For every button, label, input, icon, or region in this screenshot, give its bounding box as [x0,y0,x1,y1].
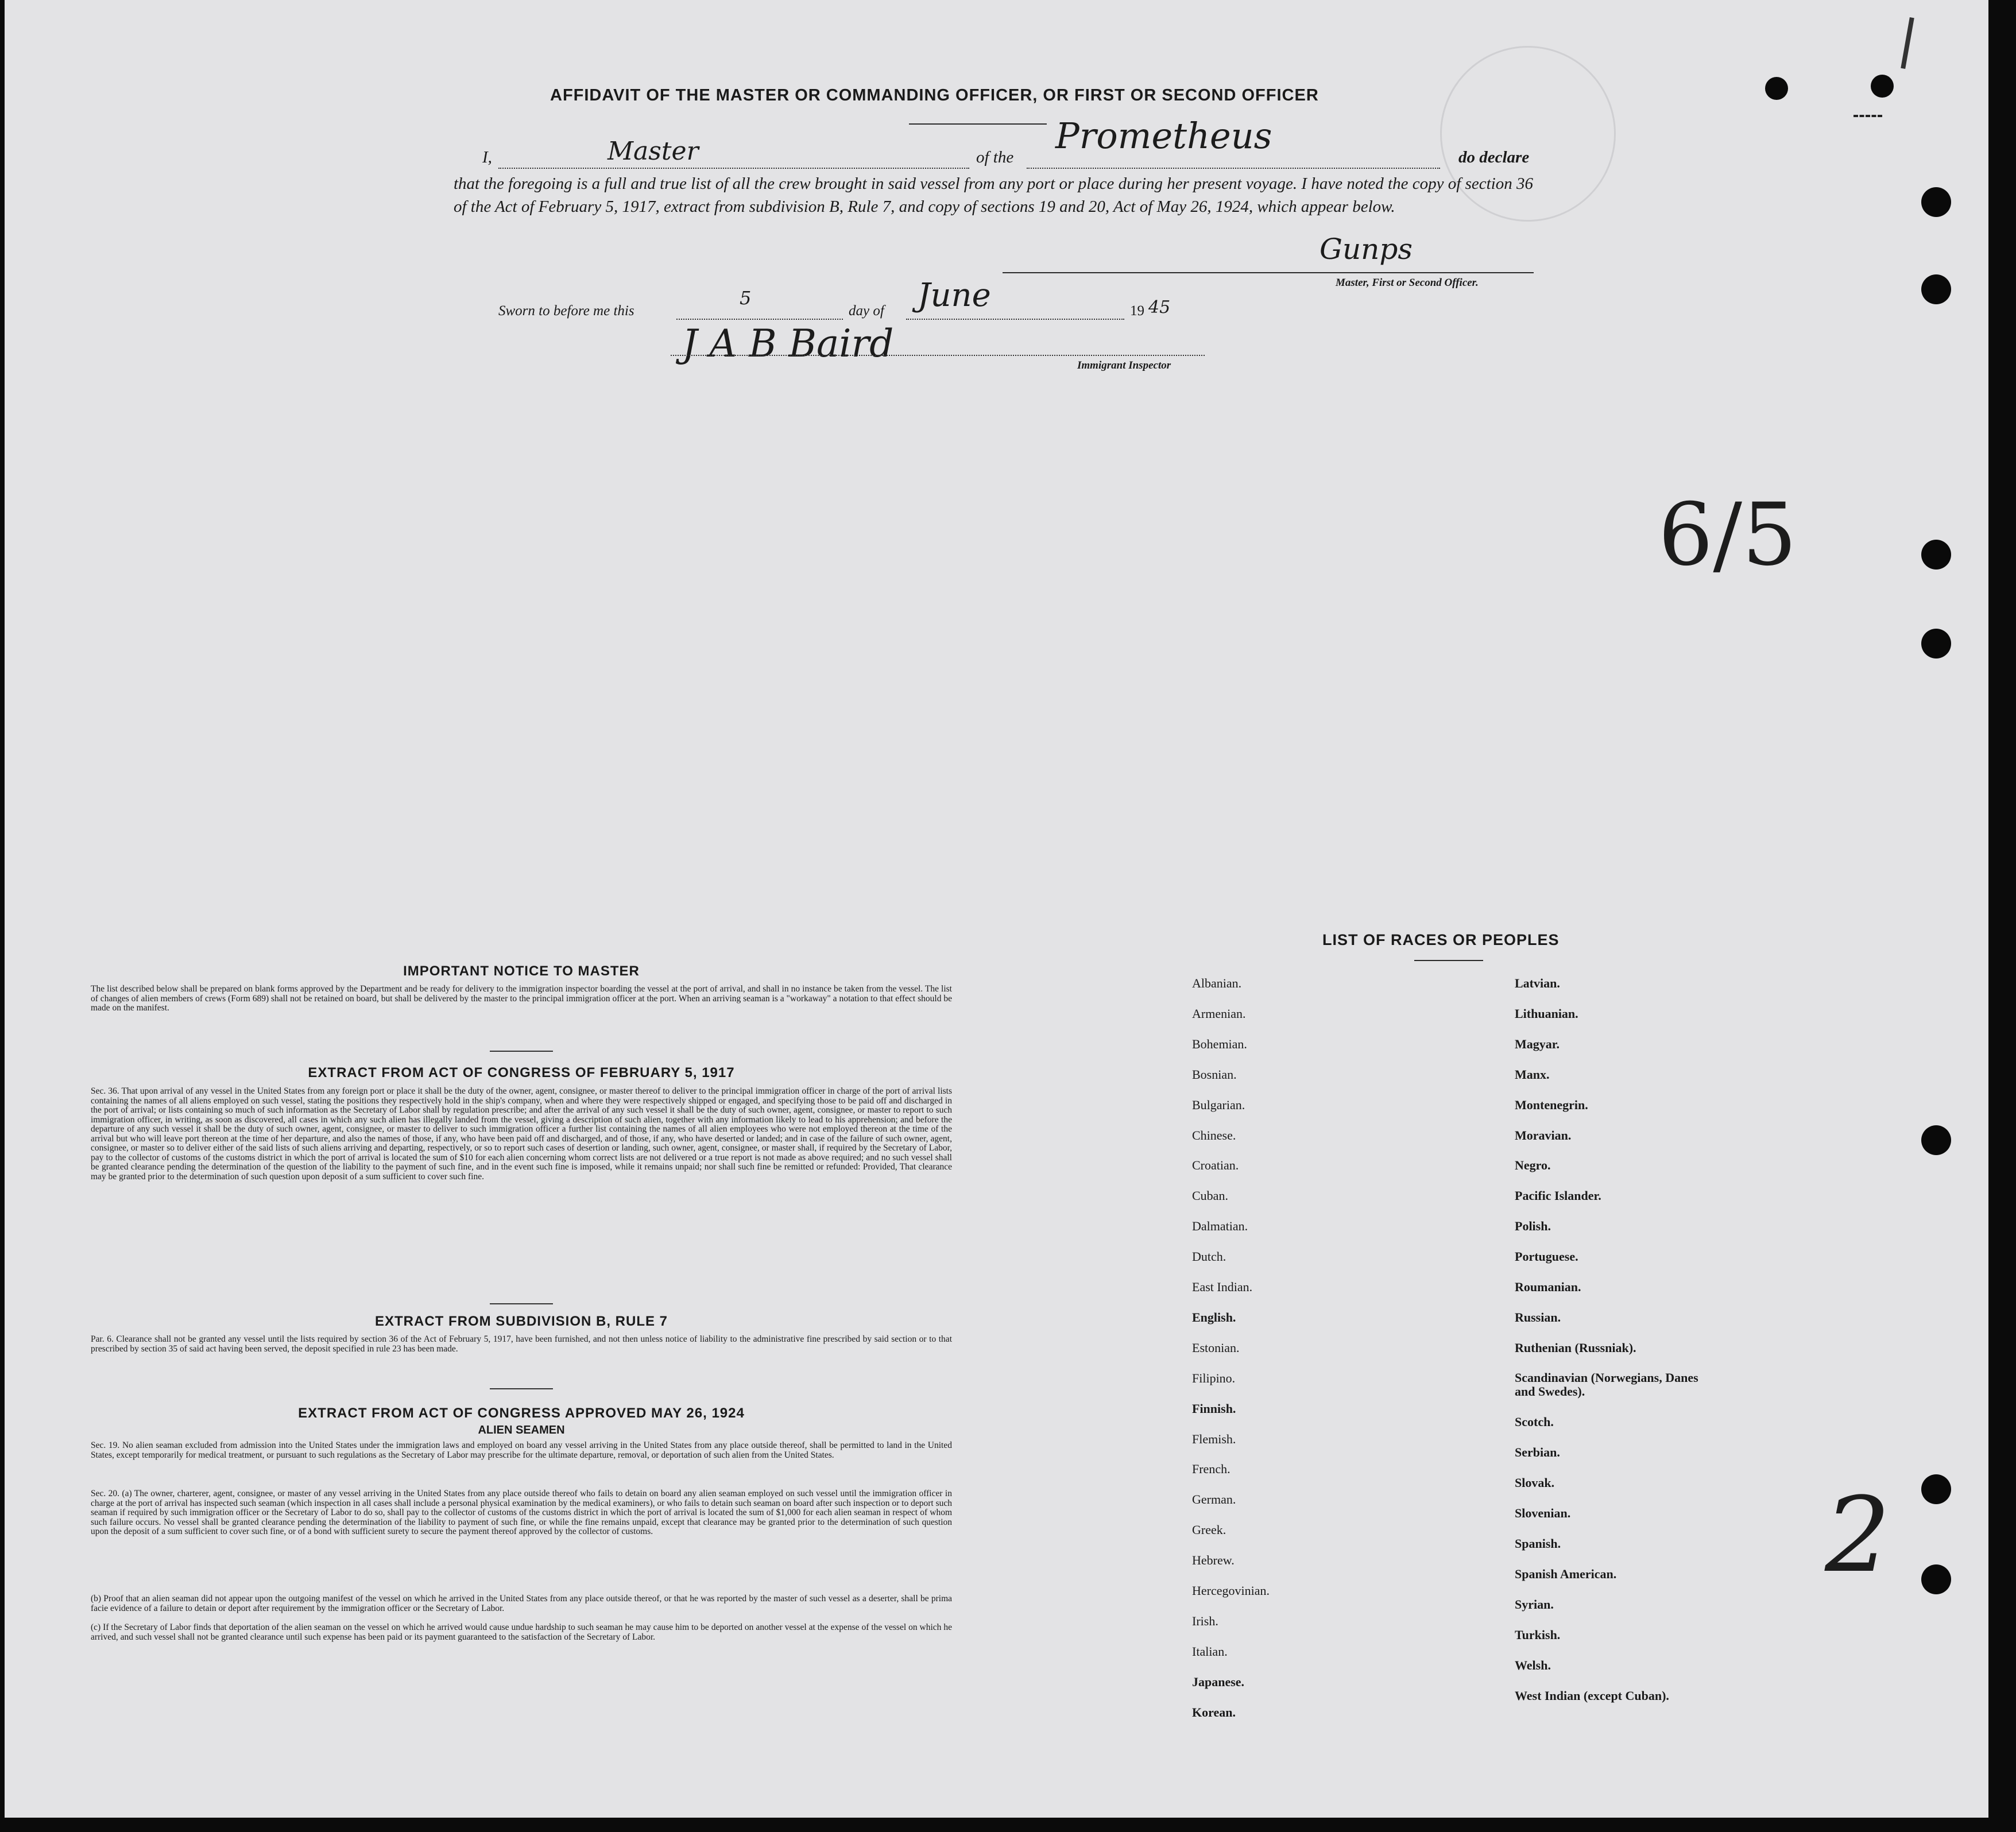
day-line-2 [676,319,843,320]
punch-hole [1871,75,1894,98]
race-item: Croatian. [1192,1158,1239,1173]
race-item: East Indian. [1192,1280,1253,1294]
race-item: Bulgarian. [1192,1097,1245,1112]
vessel-name-handwritten: Prometheus [1055,115,1272,157]
divider [490,1051,553,1052]
race-item: Korean. [1192,1705,1236,1719]
race-item: Roumanian. [1515,1280,1581,1294]
line1-do-declare: do declare [1458,148,1530,166]
race-item: Latvian. [1515,976,1560,990]
extract-1917-title: EXTRACT FROM ACT OF CONGRESS OF FEBRUARY 5, 1917 [308,1065,735,1080]
race-item: Russian. [1515,1310,1561,1324]
race-item: Filipino. [1192,1370,1236,1385]
master-handwritten: Master [607,137,699,166]
sworn-day: 5 [740,287,752,309]
divider [490,1303,553,1304]
race-item: Dalmatian. [1192,1219,1248,1234]
sworn-prefix: Sworn to before me this [498,303,634,319]
race-item: Turkish. [1515,1627,1561,1642]
name-line [498,168,969,169]
line1-prefix: I, [482,148,492,166]
race-item: Negro. [1515,1158,1551,1173]
race-item: Pacific Islander. [1515,1188,1601,1203]
race-item: Hebrew. [1192,1553,1235,1568]
notice-title: IMPORTANT NOTICE TO MASTER [403,963,640,979]
race-item: Portuguese. [1515,1249,1578,1264]
punch-hole [1921,1564,1951,1594]
race-item: Cuban. [1192,1188,1228,1203]
handwritten-page-fraction: 6/5 [1658,485,1797,585]
race-item: Japanese. [1192,1674,1245,1689]
race-item: Welsh. [1515,1657,1551,1672]
inspector-line [671,355,1205,356]
notice-text: The list described below shall be prepared on blank forms approved by the Department and be ready for delivery to the immigration inspector boarding the vessel at the port of arrival, and shall in no instance be taken from the vessel. The list of changes of alien members of crews (Form 689) shall not be retained on board, but shall be delivered by the master to the principal immigration officer at the port. When an arriving seaman is a "workaway" a notation to that effect should be made on the manifest. [91,984,952,1013]
affidavit-title: AFFIDAVIT OF THE MASTER OR COMMANDING OFFICER, OR FIRST OR SECOND OFFICER [550,86,1319,104]
race-item: Slovenian. [1515,1506,1571,1521]
punch-hole [1921,187,1951,217]
race-item: Bosnian. [1192,1067,1237,1082]
race-item: Dutch. [1192,1249,1226,1264]
races-title: LIST OF RACES OR PEOPLES [1322,931,1560,948]
race-item: Syrian. [1515,1597,1554,1612]
extract-rule7-text: Par. 6. Clearance shall not be granted any vessel until the lists required by section 36 of the Act of February 5, 1917, have been furnished, and not then unless notice of liability to the administrative fine prescribed by said section or to that prescribed by section 35 of said act having been served, the deposit specified in rule 23 has been made. [91,1334,952,1354]
line1-of-the: of the [976,148,1014,166]
divider [490,1388,553,1389]
race-item: Irish. [1192,1613,1218,1628]
race-item: Bohemian. [1192,1036,1247,1051]
officer-signature-line [1003,272,1534,273]
inspector-signature: J A B Baird [682,322,894,366]
vessel-line [1027,168,1440,169]
race-item: Finnish. [1192,1401,1236,1416]
race-item: Albanian. [1192,976,1242,990]
sworn-day-of: day of [849,303,884,319]
officer-caption: Master, First or Second Officer. [1336,277,1479,289]
race-item: German. [1192,1492,1236,1507]
race-item: French. [1192,1462,1231,1477]
race-item: Greek. [1192,1523,1226,1537]
punch-hole [1921,274,1951,304]
margin-mark [1854,115,1882,117]
extract-1924-title: EXTRACT FROM ACT OF CONGRESS APPROVED MAY 26, 1924 [298,1405,745,1421]
affidavit-body: that the foregoing is a full and true list of all the crew brought in said vessel from any port or place during her present voyage. I have noted the copy of section 36 of the Act of February 5, 1917, extract from subdivision B, Rule 7, and copy of sections 19 and 20, Act of May 26, 1924, which appear below. [454,175,1533,216]
document-page [5,0,1988,1818]
race-item: Montenegrin. [1515,1097,1588,1112]
extract-1924-sec20c: (c) If the Secretary of Labor finds that deportation of the alien seaman on the vessel on which he arrived would cause undue hardship to such seaman he may cause him to be deported on another vessel at the expense of the vessel on which he arrived, and such vessel shall not be granted clearance until such expense has been paid or its payment guaranteed to the satisfaction of the Secretary of Labor. [91,1622,952,1642]
race-item: Slovak. [1515,1475,1555,1490]
race-item: Serbian. [1515,1445,1560,1460]
races-divider [1414,960,1483,961]
race-item: Ruthenian (Russniak). [1515,1340,1636,1355]
officer-signature: Gunps [1320,233,1413,266]
race-item: Flemish. [1192,1431,1236,1446]
extract-1924-sec20a: Sec. 20. (a) The owner, charterer, agent, consignee, or master of any vessel arriving in the United States from any place outside thereof who fails to detain on board any alien seaman employed on such vessel until the immigration officer in charge at the port of arrival has inspected such seaman (which inspection in all cases shall include a personal physical examination by the medical examiners), or who fails to detain such seaman on board after such inspection or to deport such seaman if required by such immigration officer or the Secretary of Labor to do so, shall pay to the collector of customs of the customs district in which the port of arrival is located the sum of $1,000 for each alien seaman in respect of whom such failure occurs. No vessel shall be granted clearance pending the determination of the liability to payment of such fine, or while the fine remains unpaid, except that clearance may be granted prior to the determination of such question upon the deposit of a sum sufficient to cover such fine, or of a bond with sufficient surety to secure the payment thereof approved by the collector of customs. [91,1489,952,1536]
race-item: Scotch. [1515,1415,1554,1430]
race-item: Chinese. [1192,1128,1236,1142]
race-item: Magyar. [1515,1036,1560,1051]
race-item: Spanish. [1515,1536,1561,1551]
race-item: Hercegovinian. [1192,1583,1270,1598]
race-item: Spanish American. [1515,1566,1617,1581]
extract-1924-sec19: Sec. 19. No alien seaman excluded from admission into the United States under the immigration laws and employed on board any vessel arriving in the United States from any place outside thereof, shall be permitted to land in the United States, except temporarily for medical treatment, or pursuant to such regulations as the Secretary of Labor may prescribe for the ultimate departure, removal, or deportation of such alien from the United States. [91,1440,952,1460]
race-item: Estonian. [1192,1340,1240,1355]
race-item: Scandinavian (Norwegians, Danes and Swedes). [1515,1370,1698,1399]
sworn-year: 45 [1148,297,1171,317]
punch-hole [1765,77,1788,100]
race-item: English. [1192,1310,1236,1324]
race-item: Polish. [1515,1219,1551,1234]
punch-hole [1921,540,1951,570]
race-item: West Indian (except Cuban). [1515,1688,1669,1703]
inspector-caption: Immigrant Inspector [1077,359,1171,371]
punch-hole [1921,1474,1951,1504]
extract-1924-subtitle: ALIEN SEAMEN [478,1424,565,1436]
month-line [906,319,1124,320]
sworn-month: June [918,277,991,314]
race-item: Lithuanian. [1515,1006,1578,1021]
race-item: Moravian. [1515,1128,1572,1142]
extract-1917-text: Sec. 36. That upon arrival of any vessel in the United States from any foreign port or place it shall be the duty of the owner, agent, consignee, or master thereof to deliver to the principal immigration officer in charge of the port of arrival lists containing the names of all aliens employed on such vessel, stating the positions they respectively hold in the ship's company, when and where they were respectively shipped or engaged, and specifying those to be paid off and discharged in the port of arrival; or lists containing so much of such information as the Secretary of Labor shall by regulation prescribe; and after the arrival of any such vessel it shall be the duty of such owner, agent, consignee, or master to report to such immigration officer, in writing, as soon as discovered, all cases in which any such alien has illegally landed from the vessel, giving a description of such alien, together with any information likely to lead to his apprehension; and before the departure of any such vessel it shall be the duty of such owner, agent, consignee, or master to deliver to such immigration officer a further list containing the names of all alien employees who were not employed thereon at the time of the arrival but who will leave port thereon at the time of her departure, and also the names of those, if any, who have been paid off and discharged, and of those, if any, who have deserted or landed; and in case of the failure of such owner, agent, consignee, or master so to deliver either of the said lists of such aliens arriving and departing, respectively, or so to report such cases of desertion or landing, such owner, agent, consignee, or master shall, if required by the Secretary of Labor, pay to the collector of customs of the customs district in which the port of arrival is located the sum of $10 for each alien concerning whom correct lists are not delivered or a true report is not made as above required; and no such vessel shall be granted clearance pending the determination of the question of the liability to the payment of such fine, and in the event such fine is imposed, while it remains unpaid; nor shall such fine be remitted or refunded: Provided, That clearance may be granted prior to the determination of such question upon deposit of a sum sufficient to cover such fine. [91,1086,952,1182]
margin-stroke [1901,17,1914,69]
race-item: Manx. [1515,1067,1550,1082]
extract-1924-sec20b: (b) Proof that an alien seaman did not appear upon the outgoing manifest of the vessel on which he arrived in the United States from any place outside thereof, or that he was reported by the master of such vessel as a deserter, shall be prima facie evidence of a failure to detain or deport after requirement by the immigration officer or the Secretary of Labor. [91,1594,952,1613]
punch-hole [1921,629,1951,659]
punch-hole [1921,1125,1951,1155]
race-item: Armenian. [1192,1006,1246,1021]
sworn-year-prefix: 19 [1130,303,1144,319]
extract-rule7-title: EXTRACT FROM SUBDIVISION B, RULE 7 [374,1314,668,1329]
handwritten-checkmark: 2 [1825,1475,1891,1595]
title-divider [909,123,1047,125]
race-item: Italian. [1192,1644,1228,1659]
